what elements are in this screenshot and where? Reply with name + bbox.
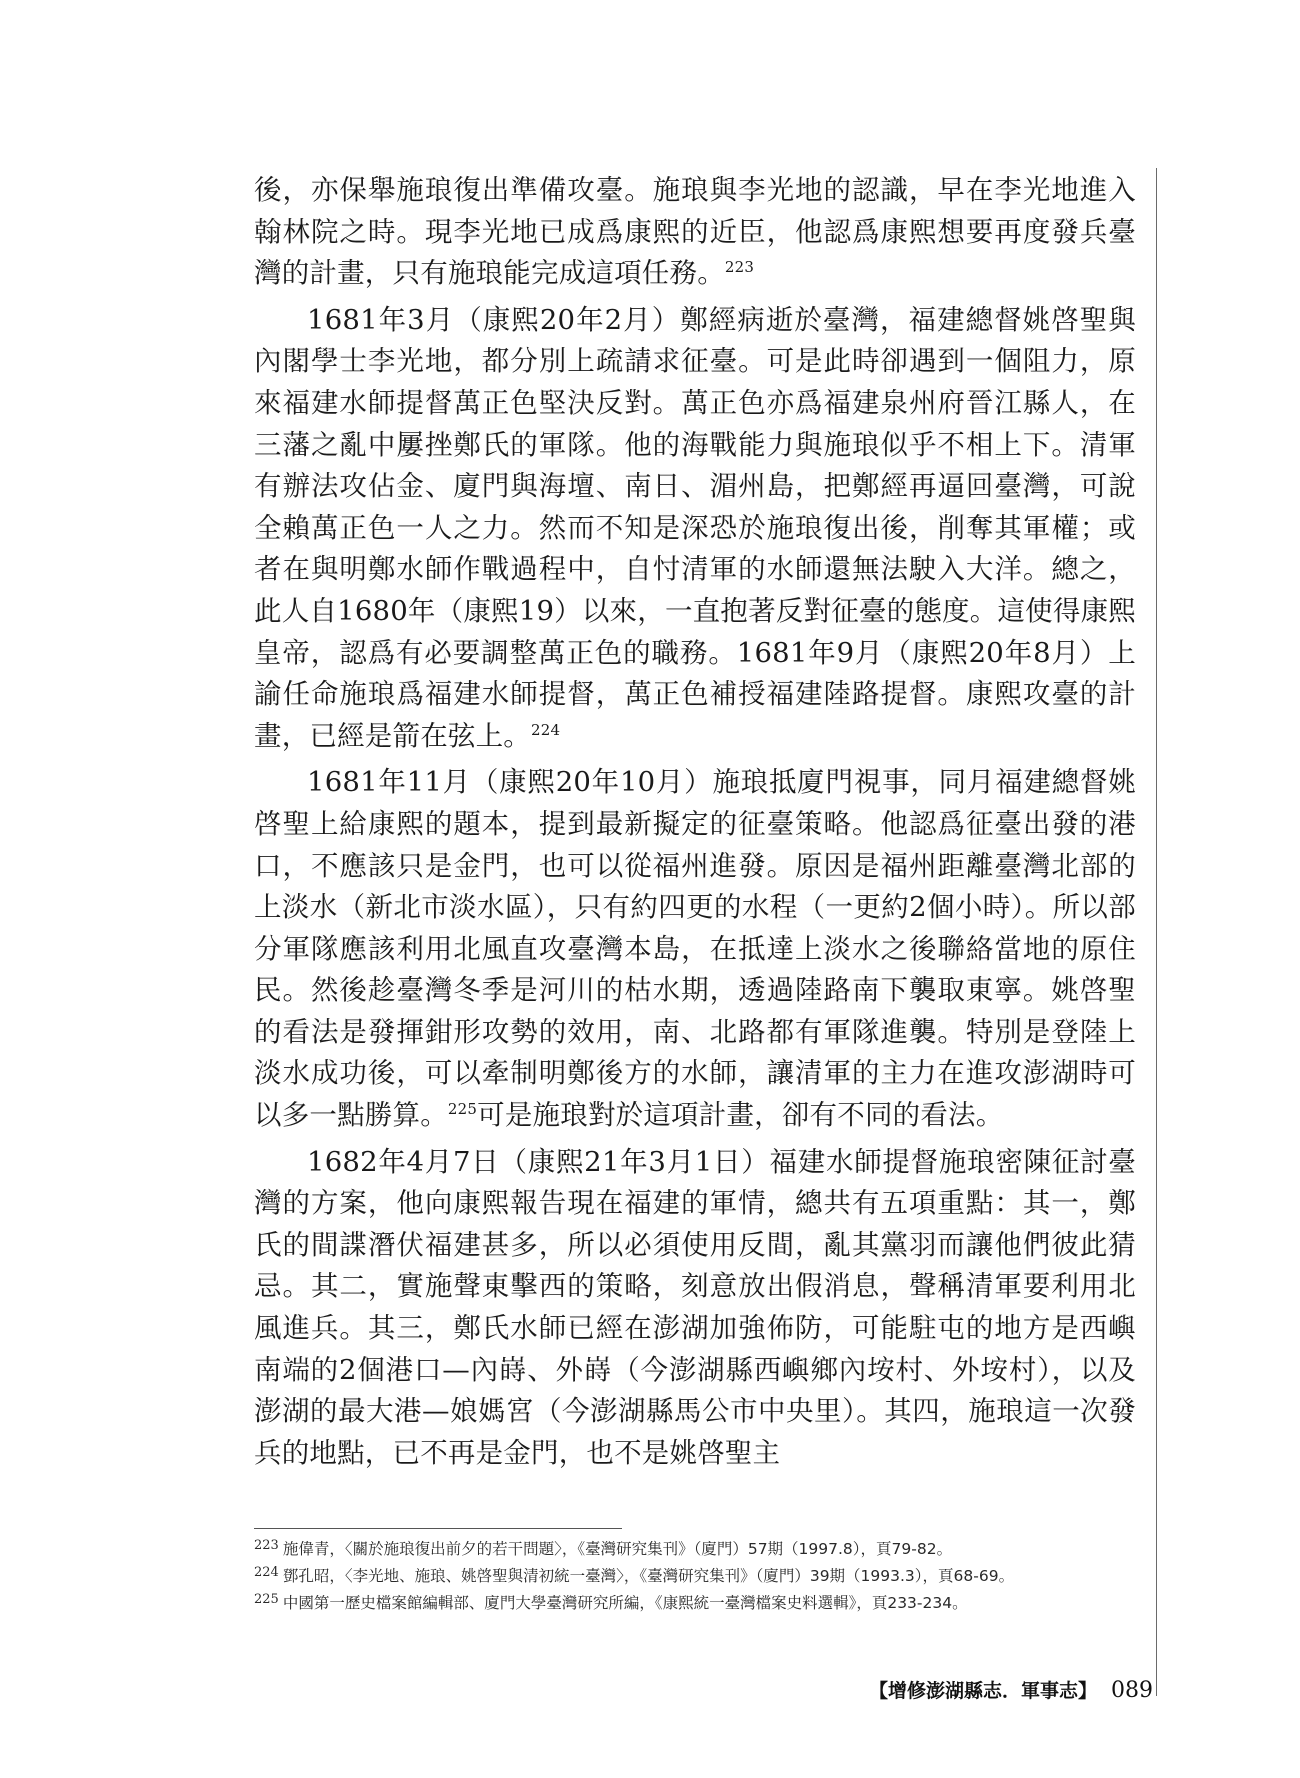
margin-vertical-rule: [1156, 168, 1157, 1696]
paragraph: [254, 300, 1136, 758]
footnote-text: 中國第一歷史檔案館編輯部、廈門大學臺灣研究所編，《康熙統一臺灣檔案史料選輯》，頁233-234。: [282, 1594, 968, 1612]
paragraph-text: 後，亦保舉施琅復出準備攻臺。施琅與李光地的認識，早在李光地進入翰林院之時。現李光地已成爲康熙的近臣，他認爲康熙想要再度發兵臺灣的計畫，只有施琅能完成這項任務。: [254, 174, 1136, 290]
running-title: 【增修澎湖縣志．軍事志】: [868, 1680, 1097, 1702]
footnote-number: 224: [254, 1565, 279, 1580]
paragraph-continuation: [254, 170, 1136, 295]
footnote-divider: [254, 1528, 622, 1529]
footnote-reference[interactable]: 224: [531, 720, 561, 739]
body-text: [254, 170, 1136, 1479]
footnotes: [254, 1534, 1154, 1615]
page-number: 089: [1111, 1678, 1153, 1703]
footnote-text: 鄧孔昭，〈李光地、施琅、姚啓聖與清初統一臺灣〉，《臺灣研究集刊》（廈門）39期（1993.3），頁68-69。: [282, 1567, 1015, 1585]
footnote: [254, 1588, 1154, 1615]
paragraph: [254, 1142, 1136, 1475]
footnote-number: 225: [254, 1592, 279, 1607]
footnote-reference[interactable]: 223: [724, 258, 755, 277]
paragraph: [254, 762, 1136, 1136]
paragraph-tail: 可是施琅對於這項計畫，卻有不同的看法。: [477, 1099, 1004, 1132]
footnote-number: 223: [254, 1538, 279, 1553]
paragraph-text: 1682年4月7日（康熙21年3月1日）福建水師提督施琅密陳征討臺灣的方案，他向康熙報告現在福建的軍情，總共有五項重點：其一，鄭氏的間諜潛伏福建甚多，所以必須使用反間，亂其黨羽而讓他們彼此猜忌。其二，實施聲東擊西的策略，刻意放出假消息，聲稱清軍要利用北風進兵。其三，鄭氏水師已經在澎湖加強佈防，可能駐屯的地方是西嶼南端的2個港口—內嵵、外嵵（今澎湖縣西嶼鄉內垵村、外垵村），以及澎湖的最大港—娘媽宮（今澎湖縣馬公市中央里）。其四，施琅這一次發兵的地點，已不再是金門，也不是姚啓聖主: [254, 1145, 1136, 1469]
footnote: [254, 1534, 1154, 1561]
footnote-reference[interactable]: 225: [447, 1100, 478, 1119]
paragraph-text: 1681年11月（康熙20年10月）施琅抵廈門視事，同月福建總督姚啓聖上給康熙的題本，提到最新擬定的征臺策略。他認爲征臺出發的港口，不應該只是金門，也可以從福州進發。原因是福州距離臺灣北部的上淡水（新北市淡水區），只有約四更的水程（一更約2個小時）。所以部分軍隊應該利用北風直攻臺灣本島，在抵達上淡水之後聯絡當地的原住民。然後趁臺灣冬季是河川的枯水期，透過陸路南下襲取東寧。姚啓聖的看法是發揮鉗形攻勢的效用，南、北路都有軍隊進襲。特別是登陸上淡水成功後，可以牽制明鄭後方的水師，讓清軍的主力在進攻澎湖時可以多一點勝算。: [254, 766, 1136, 1132]
paragraph-text: 1681年3月（康熙20年2月）鄭經病逝於臺灣，福建總督姚啓聖與內閣學士李光地，都分別上疏請求征臺。可是此時卻遇到一個阻力，原來福建水師提督萬正色堅決反對。萬正色亦爲福建泉州府晉江縣人，在三藩之亂中屢挫鄭氏的軍隊。他的海戰能力與施琅似乎不相上下。清軍有辦法攻佔金、廈門與海壇、南日、湄州島，把鄭經再逼回臺灣，可說全賴萬正色一人之力。然而不知是深恐於施琅復出後，削奪其軍權；或者在與明鄭水師作戰過程中，自忖清軍的水師還無法駛入大洋。總之，此人自1680年（康熙19）以來，一直抱著反對征臺的態度。這使得康熙皇帝，認爲有必要調整萬正色的職務。1681年9月（康熙20年8月）上諭任命施琅爲福建水師提督，萬正色補授福建陸路提督。康熙攻臺的計畫，已經是箭在弦上。: [254, 303, 1136, 752]
running-footer: [869, 1676, 1153, 1703]
footnote: [254, 1561, 1154, 1588]
footnote-text: 施偉青，〈關於施琅復出前夕的若干問題〉，《臺灣研究集刊》（廈門）57期（1997.8），頁79-82。: [282, 1540, 953, 1558]
